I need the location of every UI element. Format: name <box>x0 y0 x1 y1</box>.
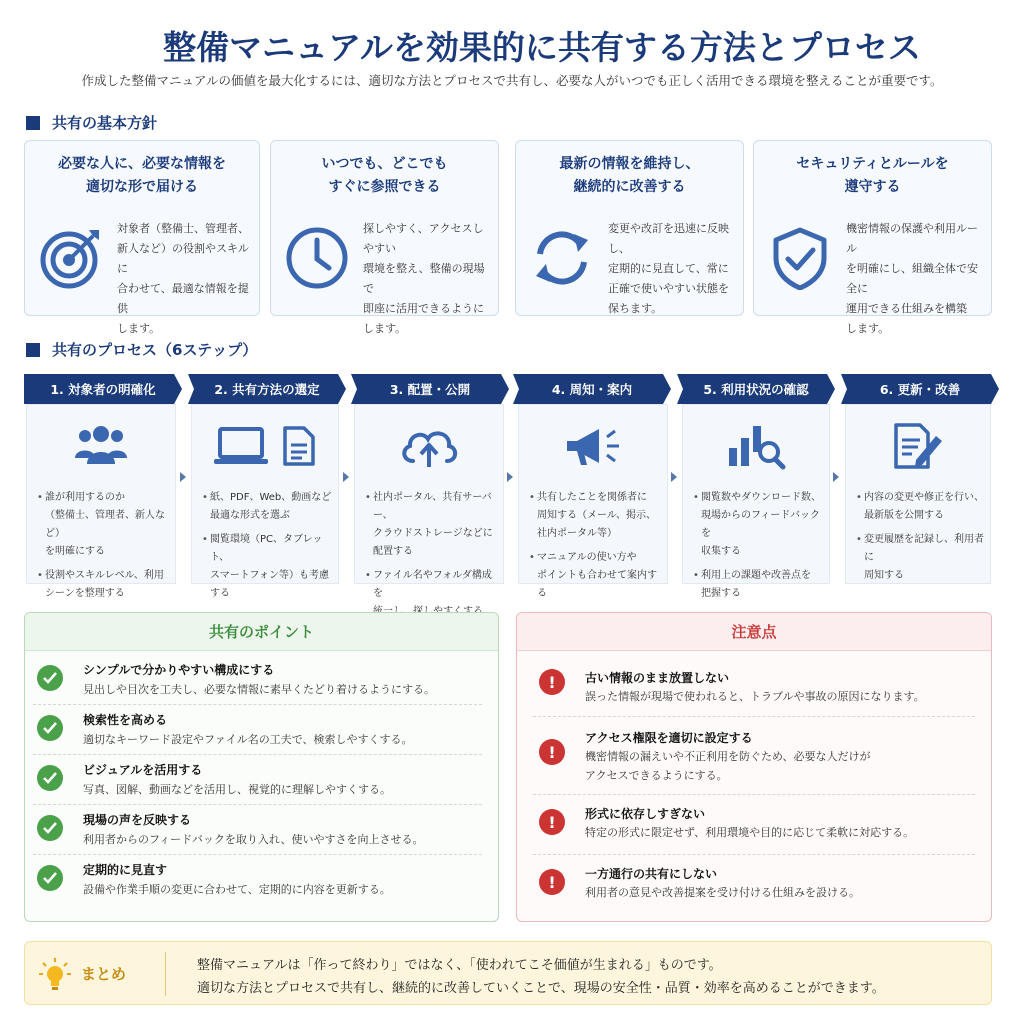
step-card-1 <box>26 404 176 599</box>
step-card-2 <box>191 404 339 599</box>
policy-card-3 <box>515 140 744 316</box>
step-arrow-icon <box>671 472 677 482</box>
list-item <box>33 655 482 705</box>
shield-check-icon <box>768 226 832 290</box>
heading-square-icon <box>26 116 40 130</box>
step-bullets <box>365 489 497 627</box>
refresh-icon <box>530 226 594 290</box>
list-item: • 共有したことを関係者に 周知する（メール、掲示、 社内ポータル等） <box>529 489 661 543</box>
step-card-3 <box>354 404 504 599</box>
point-title: 検索性を高める <box>83 713 168 727</box>
process-heading-text: 共有のプロセス（6ステップ） <box>52 341 258 359</box>
list-item <box>33 855 482 905</box>
exclamation-icon: ! <box>539 669 565 695</box>
point-desc: 見出しや目次を工夫し、必要な情報に素早くたどり着けるようにする。 <box>83 683 435 696</box>
step-card-4 <box>518 404 668 599</box>
target-icon <box>39 226 103 290</box>
list-item: • 利用上の課題や改善点を 把握する <box>693 567 823 603</box>
exclamation-icon: ! <box>539 809 565 835</box>
exclamation-icon: ! <box>539 869 565 895</box>
policy-card-4 <box>753 140 992 335</box>
summary-line-2: 適切な方法とプロセスで共有し、継続的に改善していくことで、現場の安全性・品質・効率を高めることができます。 <box>197 981 885 996</box>
list-item: • 閲覧数やダウンロード数、 現場からのフィードバックを 収集する <box>693 489 823 561</box>
policy-section-heading <box>26 112 157 133</box>
point-desc: 写真、図解、動画などを活用し、視覚的に理解しやすくする。 <box>83 783 391 796</box>
list-item: • 誰が利用するのか （整備士、管理者、新人など） を明確にする <box>37 489 169 561</box>
caution-desc: 誤った情報が現場で使われると、トラブルや事故の原因になります。 <box>585 690 925 703</box>
summary-label: まとめ <box>81 965 127 983</box>
policy-card-1 <box>24 140 260 335</box>
list-item <box>533 661 975 717</box>
exclamation-icon: ! <box>539 739 565 765</box>
chart-search-icon <box>725 422 787 470</box>
step-header-2: 2. 共有方法の選定 <box>188 374 346 404</box>
process-section-heading <box>26 339 257 360</box>
step-arrow-icon <box>833 472 839 482</box>
laptop-icon <box>214 425 268 467</box>
list-item: • 閲覧環境（PC、タブレット、 スマートフォン等）も考慮する <box>202 531 332 603</box>
caution-title: 古い情報のまま放置しない <box>585 671 730 685</box>
summary-box <box>24 941 992 1005</box>
list-item: • 役割やスキルレベル、利用 シーンを整理する <box>37 567 169 603</box>
caution-title: アクセス権限を適切に設定する <box>585 731 753 745</box>
points-box <box>24 612 499 922</box>
caution-title: 形式に依存しすぎない <box>585 807 706 821</box>
step-bullets <box>37 489 169 609</box>
step-header-3: 3. 配置・公開 <box>351 374 509 404</box>
step-header-4: 4. 周知・案内 <box>513 374 671 404</box>
step-card-6 <box>845 404 991 584</box>
caution-desc: 利用者の意見や改善提案を受け付ける仕組みを設ける。 <box>585 886 860 899</box>
step-header-6: 6. 更新・改善 <box>841 374 999 404</box>
point-title: 現場の声を反映する <box>83 813 192 827</box>
policy-card-text: 対象者（整備士、管理者、 新人など）の役割やスキルに 合わせて、最適な情報を提供 します。 <box>117 222 249 335</box>
policy-card-2 <box>270 140 499 335</box>
cautions-box <box>516 612 992 922</box>
document-edit-icon <box>890 422 946 470</box>
point-title: シンプルで分かりやすい構成にする <box>83 663 275 677</box>
policy-card-title: 必要な人に、必要な情報を 適切な形で届ける <box>58 156 226 195</box>
step-arrow-icon <box>507 472 513 482</box>
caution-title: 一方通行の共有にしない <box>585 867 718 881</box>
policy-card-text: 探しやすく、アクセスしやすい 環境を整え、整備の現場で 即座に活用できるように します。 <box>363 222 485 335</box>
point-desc: 設備や作業手順の変更に合わせて、定期的に内容を更新する。 <box>83 883 391 896</box>
list-item <box>533 717 975 795</box>
point-desc: 利用者からのフィードバックを取り入れ、使いやすさを向上させる。 <box>83 833 424 846</box>
list-item: • 内容の変更や修正を行い、 最新版を公開する <box>856 489 984 525</box>
list-item <box>33 705 482 755</box>
policy-card-text: 変更や改訂を迅速に反映し、 定期的に見直して、常に 正確で使いやすい状態を 保ちます。 <box>608 222 729 315</box>
point-desc: 適切なキーワード設定やファイル名の工夫で、検索しやすくする。 <box>83 733 413 746</box>
megaphone-icon <box>563 423 623 469</box>
list-item <box>533 795 975 855</box>
step-bullets <box>529 489 661 609</box>
check-circle-icon <box>37 865 63 891</box>
point-title: ビジュアルを活用する <box>83 763 203 777</box>
points-heading: 共有のポイント <box>25 613 498 651</box>
check-circle-icon <box>37 715 63 741</box>
check-circle-icon <box>37 815 63 841</box>
caution-desc: 特定の形式に限定せず、利用環境や目的に応じて柔軟に対応する。 <box>585 826 915 839</box>
list-item <box>33 805 482 855</box>
cautions-heading: 注意点 <box>517 613 991 651</box>
list-item: • 社内ポータル、共有サーバー、 クラウドストレージなどに 配置する <box>365 489 497 561</box>
point-title: 定期的に見直す <box>83 863 168 877</box>
page-intro: 作成した整備マニュアルの価値を最大化するには、適切な方法とプロセスで共有し、必要な人がいつでも正しく活用できる環境を整えることが重要です。 <box>81 73 943 88</box>
step-card-5 <box>682 404 830 599</box>
cloud-upload-icon <box>397 423 461 469</box>
policy-card-title: セキュリティとルールを 遵守する <box>796 156 949 195</box>
heading-square-icon <box>26 343 40 357</box>
caution-desc: 機密情報の漏えいや不正利用を防ぐため、必要な人だけが アクセスできるようにする。 <box>585 750 871 782</box>
policy-card-title: 最新の情報を維持し、 継続的に改善する <box>559 156 700 195</box>
list-item: • ファイル名やフォルダ構成を <box>365 567 497 621</box>
policy-card-title: いつでも、どこでも すぐに参照できる <box>321 156 448 195</box>
policy-heading-text: 共有の基本方針 <box>52 114 158 132</box>
step-arrow-icon <box>343 472 349 482</box>
list-item <box>533 855 975 915</box>
step-bullets <box>202 489 332 609</box>
step-header-5: 5. 利用状況の確認 <box>677 374 835 404</box>
summary-line-1: 整備マニュアルは「作って終わり」ではなく、「使われてこそ価値が生まれる」ものです。 <box>197 958 722 973</box>
page-title: 整備マニュアルを効果的に共有する方法とプロセス <box>163 28 921 67</box>
policy-card-text: 機密情報の保護や利用ルール を明確にし、組織全体で安全に 運用できる仕組みを構築 します。 <box>846 222 978 335</box>
list-item: • 紙、PDF、Web、動画など 最適な形式を選ぶ <box>202 489 332 525</box>
clock-icon <box>285 226 349 290</box>
list-item <box>33 755 482 805</box>
step-bullets <box>693 489 823 609</box>
lightbulb-icon <box>39 957 71 991</box>
step-header-1: 1. 対象者の明確化 <box>24 374 182 404</box>
people-icon <box>73 424 129 468</box>
list-item: • マニュアルの使い方や ポイントも合わせて案内する <box>529 549 661 603</box>
list-item: • 変更履歴を記録し、利用者に 周知する <box>856 531 984 585</box>
check-circle-icon <box>37 765 63 791</box>
document-icon <box>282 425 316 467</box>
summary-divider <box>165 952 166 996</box>
check-circle-icon <box>37 665 63 691</box>
step-arrow-icon <box>180 472 186 482</box>
step-bullets <box>856 489 984 591</box>
